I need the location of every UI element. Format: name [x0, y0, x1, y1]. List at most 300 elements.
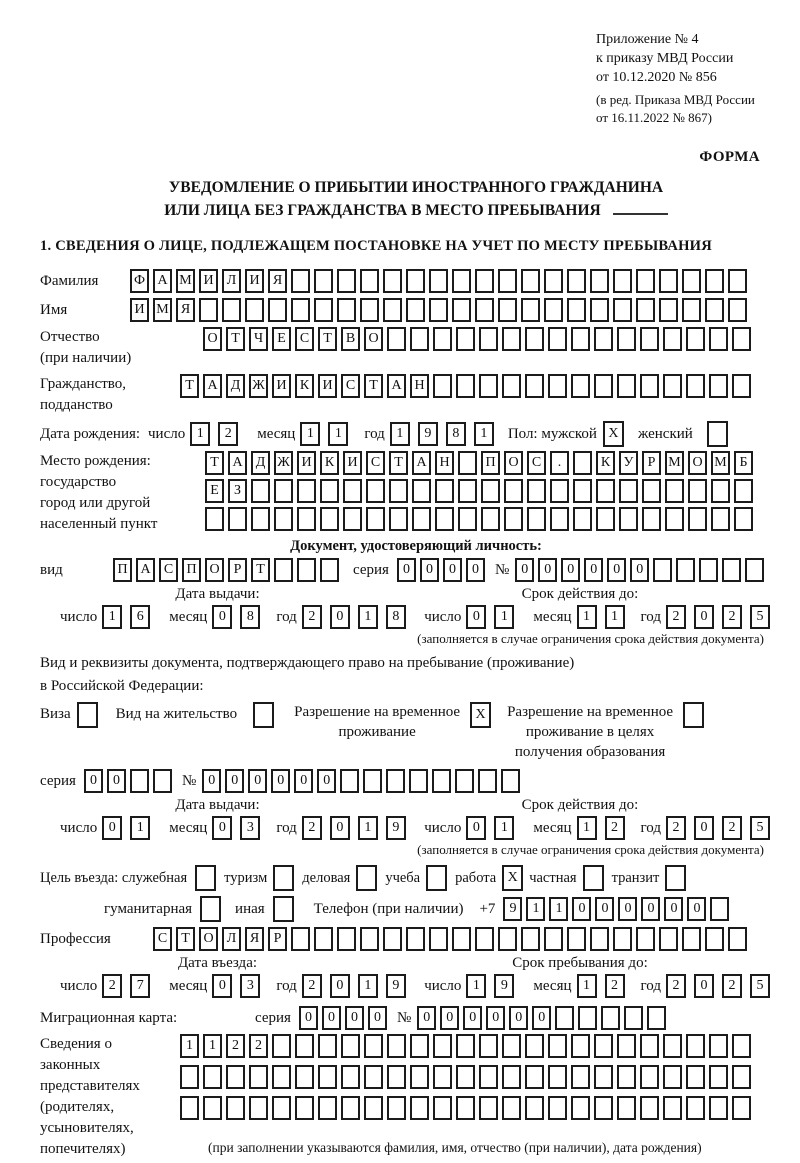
char-cell[interactable]: [452, 269, 471, 293]
char-cell[interactable]: 7: [130, 974, 150, 998]
char-cell[interactable]: [456, 327, 475, 351]
char-cell[interactable]: [343, 479, 362, 503]
char-cell[interactable]: 9: [503, 897, 522, 921]
char-cell[interactable]: О: [203, 327, 222, 351]
char-cell[interactable]: 9: [386, 974, 406, 998]
sex-male-checkbox[interactable]: [603, 421, 624, 447]
char-cell[interactable]: [659, 298, 678, 322]
char-cell[interactable]: [320, 507, 339, 531]
char-cell[interactable]: С: [295, 327, 314, 351]
char-cell[interactable]: X: [470, 702, 491, 728]
char-cell[interactable]: 9: [386, 816, 406, 840]
char-cell[interactable]: [594, 1065, 613, 1089]
char-cell[interactable]: [640, 1065, 659, 1089]
char-cell[interactable]: [709, 1034, 728, 1058]
char-cell[interactable]: [222, 298, 241, 322]
char-cell[interactable]: [341, 1034, 360, 1058]
char-cell[interactable]: А: [387, 374, 406, 398]
char-cell[interactable]: [479, 1065, 498, 1089]
char-cell[interactable]: [525, 327, 544, 351]
char-cell[interactable]: [433, 1096, 452, 1120]
char-cell[interactable]: Д: [251, 451, 270, 475]
char-cell[interactable]: [525, 374, 544, 398]
char-cell[interactable]: 0: [463, 1006, 482, 1030]
char-cell[interactable]: [433, 1034, 452, 1058]
char-cell[interactable]: 0: [317, 769, 336, 793]
char-cell[interactable]: [640, 1034, 659, 1058]
char-cell[interactable]: [732, 327, 751, 351]
char-cell[interactable]: [228, 507, 247, 531]
char-cell[interactable]: 0: [466, 605, 486, 629]
char-cell[interactable]: 3: [240, 974, 260, 998]
char-cell[interactable]: [268, 298, 287, 322]
char-cell[interactable]: [527, 479, 546, 503]
char-cell[interactable]: [320, 558, 339, 582]
char-cell[interactable]: О: [205, 558, 224, 582]
char-cell[interactable]: [728, 298, 747, 322]
char-cell[interactable]: О: [688, 451, 707, 475]
char-cell[interactable]: 0: [630, 558, 649, 582]
char-cell[interactable]: Ф: [130, 269, 149, 293]
char-cell[interactable]: [458, 507, 477, 531]
char-cell[interactable]: 1: [328, 422, 348, 446]
purpose-private-checkbox[interactable]: [583, 865, 604, 891]
char-cell[interactable]: [356, 865, 377, 891]
visa-checkbox[interactable]: [77, 702, 98, 728]
purpose-work-checkbox[interactable]: [502, 865, 523, 891]
char-cell[interactable]: [567, 927, 586, 951]
char-cell[interactable]: 0: [322, 1006, 341, 1030]
char-cell[interactable]: [502, 1065, 521, 1089]
char-cell[interactable]: [387, 1096, 406, 1120]
char-cell[interactable]: [387, 1034, 406, 1058]
char-cell[interactable]: С: [341, 374, 360, 398]
char-cell[interactable]: [226, 1096, 245, 1120]
char-cell[interactable]: [659, 927, 678, 951]
char-cell[interactable]: 2: [302, 816, 322, 840]
char-cell[interactable]: [383, 269, 402, 293]
char-cell[interactable]: [711, 479, 730, 503]
char-cell[interactable]: 1: [190, 422, 210, 446]
char-cell[interactable]: [320, 479, 339, 503]
char-cell[interactable]: К: [596, 451, 615, 475]
char-cell[interactable]: [619, 479, 638, 503]
char-cell[interactable]: [571, 1096, 590, 1120]
char-cell[interactable]: 0: [330, 816, 350, 840]
char-cell[interactable]: 1: [390, 422, 410, 446]
char-cell[interactable]: Н: [410, 374, 429, 398]
char-cell[interactable]: [636, 927, 655, 951]
char-cell[interactable]: [504, 479, 523, 503]
char-cell[interactable]: Н: [435, 451, 454, 475]
char-cell[interactable]: [676, 558, 695, 582]
char-cell[interactable]: [578, 1006, 597, 1030]
char-cell[interactable]: [642, 479, 661, 503]
char-cell[interactable]: [291, 927, 310, 951]
char-cell[interactable]: [501, 769, 520, 793]
char-cell[interactable]: [636, 269, 655, 293]
char-cell[interactable]: 2: [722, 816, 742, 840]
char-cell[interactable]: [596, 479, 615, 503]
char-cell[interactable]: 1: [130, 816, 150, 840]
char-cell[interactable]: [337, 269, 356, 293]
char-cell[interactable]: 2: [722, 974, 742, 998]
char-cell[interactable]: 0: [538, 558, 557, 582]
char-cell[interactable]: [521, 298, 540, 322]
char-cell[interactable]: [653, 558, 672, 582]
char-cell[interactable]: [571, 374, 590, 398]
char-cell[interactable]: [624, 1006, 643, 1030]
char-cell[interactable]: [567, 269, 586, 293]
char-cell[interactable]: [686, 1034, 705, 1058]
char-cell[interactable]: 1: [358, 605, 378, 629]
char-cell[interactable]: [130, 769, 149, 793]
char-cell[interactable]: Я: [176, 298, 195, 322]
char-cell[interactable]: [732, 1096, 751, 1120]
char-cell[interactable]: [364, 1096, 383, 1120]
char-cell[interactable]: 0: [561, 558, 580, 582]
char-cell[interactable]: 1: [577, 605, 597, 629]
char-cell[interactable]: 1: [605, 605, 625, 629]
char-cell[interactable]: [548, 1096, 567, 1120]
purpose-business-checkbox[interactable]: [356, 865, 377, 891]
char-cell[interactable]: М: [711, 451, 730, 475]
char-cell[interactable]: [387, 1065, 406, 1089]
char-cell[interactable]: [686, 1065, 705, 1089]
char-cell[interactable]: [249, 1065, 268, 1089]
char-cell[interactable]: [386, 769, 405, 793]
char-cell[interactable]: 0: [694, 816, 714, 840]
char-cell[interactable]: [318, 1096, 337, 1120]
char-cell[interactable]: [613, 298, 632, 322]
char-cell[interactable]: М: [153, 298, 172, 322]
char-cell[interactable]: [663, 1096, 682, 1120]
char-cell[interactable]: [571, 1034, 590, 1058]
char-cell[interactable]: [613, 269, 632, 293]
char-cell[interactable]: [383, 298, 402, 322]
char-cell[interactable]: 0: [102, 816, 122, 840]
char-cell[interactable]: [617, 1065, 636, 1089]
char-cell[interactable]: Е: [205, 479, 224, 503]
char-cell[interactable]: [699, 558, 718, 582]
char-cell[interactable]: [343, 507, 362, 531]
char-cell[interactable]: [318, 1034, 337, 1058]
char-cell[interactable]: О: [364, 327, 383, 351]
char-cell[interactable]: [481, 479, 500, 503]
char-cell[interactable]: [475, 269, 494, 293]
char-cell[interactable]: М: [176, 269, 195, 293]
purpose-humanitarian-checkbox[interactable]: [200, 896, 221, 922]
char-cell[interactable]: [709, 327, 728, 351]
char-cell[interactable]: [590, 269, 609, 293]
char-cell[interactable]: 0: [641, 897, 660, 921]
char-cell[interactable]: [707, 421, 728, 447]
char-cell[interactable]: Я: [268, 269, 287, 293]
char-cell[interactable]: 0: [607, 558, 626, 582]
char-cell[interactable]: 0: [345, 1006, 364, 1030]
char-cell[interactable]: [640, 374, 659, 398]
char-cell[interactable]: [481, 507, 500, 531]
char-cell[interactable]: 0: [466, 558, 485, 582]
char-cell[interactable]: [498, 298, 517, 322]
char-cell[interactable]: [571, 1065, 590, 1089]
char-cell[interactable]: 6: [130, 605, 150, 629]
char-cell[interactable]: И: [199, 269, 218, 293]
char-cell[interactable]: Ж: [249, 374, 268, 398]
char-cell[interactable]: [77, 702, 98, 728]
purpose-other-checkbox[interactable]: [273, 896, 294, 922]
char-cell[interactable]: Т: [176, 927, 195, 951]
char-cell[interactable]: 0: [212, 816, 232, 840]
purpose-tourism-checkbox[interactable]: [273, 865, 294, 891]
char-cell[interactable]: [722, 558, 741, 582]
char-cell[interactable]: [504, 507, 523, 531]
char-cell[interactable]: [360, 927, 379, 951]
char-cell[interactable]: [709, 1096, 728, 1120]
char-cell[interactable]: 1: [494, 605, 514, 629]
char-cell[interactable]: К: [320, 451, 339, 475]
char-cell[interactable]: 1: [102, 605, 122, 629]
char-cell[interactable]: 1: [358, 816, 378, 840]
char-cell[interactable]: 0: [299, 1006, 318, 1030]
char-cell[interactable]: А: [228, 451, 247, 475]
char-cell[interactable]: 0: [687, 897, 706, 921]
char-cell[interactable]: С: [153, 927, 172, 951]
char-cell[interactable]: Я: [245, 927, 264, 951]
char-cell[interactable]: [426, 865, 447, 891]
char-cell[interactable]: [544, 298, 563, 322]
char-cell[interactable]: Ч: [249, 327, 268, 351]
char-cell[interactable]: [498, 269, 517, 293]
char-cell[interactable]: [688, 479, 707, 503]
char-cell[interactable]: З: [228, 479, 247, 503]
char-cell[interactable]: [734, 507, 753, 531]
char-cell[interactable]: И: [297, 451, 316, 475]
char-cell[interactable]: [498, 927, 517, 951]
char-cell[interactable]: С: [366, 451, 385, 475]
char-cell[interactable]: 1: [358, 974, 378, 998]
char-cell[interactable]: 0: [595, 897, 614, 921]
char-cell[interactable]: 5: [750, 605, 770, 629]
temp-residence-education-checkbox[interactable]: [683, 702, 704, 728]
char-cell[interactable]: [525, 1096, 544, 1120]
char-cell[interactable]: [571, 327, 590, 351]
char-cell[interactable]: [272, 1065, 291, 1089]
char-cell[interactable]: [412, 507, 431, 531]
char-cell[interactable]: [617, 1096, 636, 1120]
char-cell[interactable]: [732, 1034, 751, 1058]
char-cell[interactable]: [253, 702, 274, 728]
char-cell[interactable]: [199, 298, 218, 322]
char-cell[interactable]: Т: [364, 374, 383, 398]
char-cell[interactable]: [412, 479, 431, 503]
char-cell[interactable]: П: [481, 451, 500, 475]
char-cell[interactable]: [251, 507, 270, 531]
char-cell[interactable]: [682, 298, 701, 322]
char-cell[interactable]: [295, 1065, 314, 1089]
char-cell[interactable]: [594, 327, 613, 351]
char-cell[interactable]: [479, 1034, 498, 1058]
char-cell[interactable]: [456, 1065, 475, 1089]
char-cell[interactable]: [596, 507, 615, 531]
char-cell[interactable]: [665, 479, 684, 503]
char-cell[interactable]: [205, 507, 224, 531]
char-cell[interactable]: [295, 1096, 314, 1120]
char-cell[interactable]: [410, 1034, 429, 1058]
char-cell[interactable]: [180, 1096, 199, 1120]
char-cell[interactable]: [203, 1065, 222, 1089]
char-cell[interactable]: [709, 374, 728, 398]
char-cell[interactable]: [435, 507, 454, 531]
char-cell[interactable]: [555, 1006, 574, 1030]
char-cell[interactable]: [458, 451, 477, 475]
char-cell[interactable]: [665, 865, 686, 891]
char-cell[interactable]: 1: [549, 897, 568, 921]
char-cell[interactable]: [544, 927, 563, 951]
char-cell[interactable]: [647, 1006, 666, 1030]
char-cell[interactable]: П: [113, 558, 132, 582]
char-cell[interactable]: [383, 927, 402, 951]
char-cell[interactable]: [455, 769, 474, 793]
sex-female-checkbox[interactable]: [707, 421, 728, 447]
char-cell[interactable]: 2: [102, 974, 122, 998]
char-cell[interactable]: [590, 298, 609, 322]
char-cell[interactable]: [433, 374, 452, 398]
char-cell[interactable]: 0: [294, 769, 313, 793]
char-cell[interactable]: [429, 927, 448, 951]
char-cell[interactable]: [363, 769, 382, 793]
char-cell[interactable]: 5: [750, 974, 770, 998]
char-cell[interactable]: 1: [526, 897, 545, 921]
char-cell[interactable]: [297, 479, 316, 503]
char-cell[interactable]: [686, 1096, 705, 1120]
char-cell[interactable]: [640, 1096, 659, 1120]
char-cell[interactable]: [297, 558, 316, 582]
char-cell[interactable]: [475, 927, 494, 951]
char-cell[interactable]: [406, 298, 425, 322]
char-cell[interactable]: П: [182, 558, 201, 582]
char-cell[interactable]: [502, 327, 521, 351]
char-cell[interactable]: [705, 269, 724, 293]
char-cell[interactable]: 0: [330, 974, 350, 998]
char-cell[interactable]: 0: [225, 769, 244, 793]
char-cell[interactable]: [360, 269, 379, 293]
char-cell[interactable]: 0: [107, 769, 126, 793]
char-cell[interactable]: Л: [222, 269, 241, 293]
char-cell[interactable]: В: [341, 327, 360, 351]
char-cell[interactable]: [663, 327, 682, 351]
char-cell[interactable]: [456, 374, 475, 398]
char-cell[interactable]: [732, 374, 751, 398]
char-cell[interactable]: [249, 1096, 268, 1120]
char-cell[interactable]: [410, 1065, 429, 1089]
char-cell[interactable]: 8: [386, 605, 406, 629]
char-cell[interactable]: 1: [203, 1034, 222, 1058]
char-cell[interactable]: [686, 374, 705, 398]
char-cell[interactable]: [314, 927, 333, 951]
char-cell[interactable]: 0: [440, 1006, 459, 1030]
char-cell[interactable]: 1: [300, 422, 320, 446]
char-cell[interactable]: Т: [251, 558, 270, 582]
char-cell[interactable]: [274, 479, 293, 503]
char-cell[interactable]: У: [619, 451, 638, 475]
char-cell[interactable]: [389, 479, 408, 503]
char-cell[interactable]: [433, 1065, 452, 1089]
char-cell[interactable]: А: [203, 374, 222, 398]
char-cell[interactable]: 2: [249, 1034, 268, 1058]
char-cell[interactable]: [456, 1096, 475, 1120]
char-cell[interactable]: [525, 1065, 544, 1089]
char-cell[interactable]: [366, 479, 385, 503]
char-cell[interactable]: [341, 1096, 360, 1120]
char-cell[interactable]: [200, 896, 221, 922]
char-cell[interactable]: X: [502, 865, 523, 891]
char-cell[interactable]: А: [412, 451, 431, 475]
char-cell[interactable]: 9: [494, 974, 514, 998]
char-cell[interactable]: [548, 1034, 567, 1058]
char-cell[interactable]: 2: [722, 605, 742, 629]
char-cell[interactable]: [429, 298, 448, 322]
char-cell[interactable]: Р: [228, 558, 247, 582]
char-cell[interactable]: [617, 327, 636, 351]
char-cell[interactable]: 1: [466, 974, 486, 998]
char-cell[interactable]: 1: [577, 816, 597, 840]
char-cell[interactable]: 0: [515, 558, 534, 582]
char-cell[interactable]: 8: [240, 605, 260, 629]
char-cell[interactable]: [619, 507, 638, 531]
char-cell[interactable]: [337, 927, 356, 951]
char-cell[interactable]: 0: [694, 974, 714, 998]
char-cell[interactable]: Д: [226, 374, 245, 398]
char-cell[interactable]: [548, 327, 567, 351]
char-cell[interactable]: О: [504, 451, 523, 475]
char-cell[interactable]: 2: [218, 422, 238, 446]
char-cell[interactable]: Т: [180, 374, 199, 398]
char-cell[interactable]: [548, 374, 567, 398]
char-cell[interactable]: [573, 507, 592, 531]
char-cell[interactable]: [659, 269, 678, 293]
char-cell[interactable]: 2: [302, 605, 322, 629]
char-cell[interactable]: [550, 479, 569, 503]
char-cell[interactable]: 8: [446, 422, 466, 446]
char-cell[interactable]: [318, 1065, 337, 1089]
char-cell[interactable]: А: [153, 269, 172, 293]
char-cell[interactable]: 0: [584, 558, 603, 582]
char-cell[interactable]: [479, 1096, 498, 1120]
char-cell[interactable]: [479, 327, 498, 351]
char-cell[interactable]: [636, 298, 655, 322]
char-cell[interactable]: [295, 1034, 314, 1058]
char-cell[interactable]: .: [550, 451, 569, 475]
char-cell[interactable]: [475, 298, 494, 322]
char-cell[interactable]: 0: [443, 558, 462, 582]
char-cell[interactable]: [272, 1096, 291, 1120]
char-cell[interactable]: [245, 298, 264, 322]
char-cell[interactable]: [642, 507, 661, 531]
char-cell[interactable]: [573, 479, 592, 503]
char-cell[interactable]: 0: [532, 1006, 551, 1030]
char-cell[interactable]: [590, 927, 609, 951]
char-cell[interactable]: [366, 507, 385, 531]
char-cell[interactable]: [195, 865, 216, 891]
char-cell[interactable]: 0: [397, 558, 416, 582]
char-cell[interactable]: 2: [605, 816, 625, 840]
char-cell[interactable]: [686, 327, 705, 351]
purpose-study-checkbox[interactable]: [426, 865, 447, 891]
char-cell[interactable]: [410, 327, 429, 351]
char-cell[interactable]: [452, 298, 471, 322]
char-cell[interactable]: [297, 507, 316, 531]
